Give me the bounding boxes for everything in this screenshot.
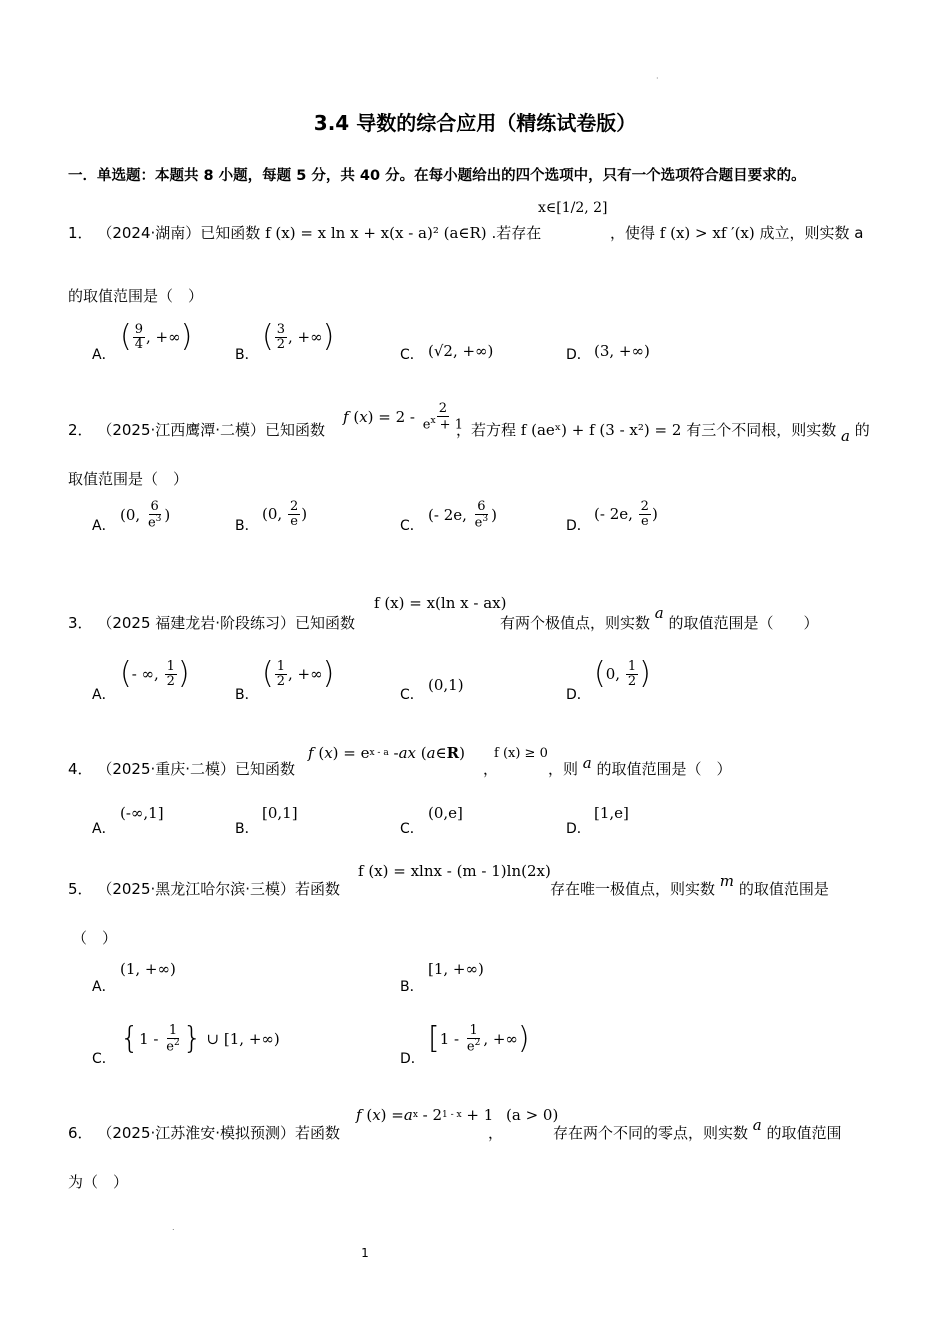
q1-line1 [68,222,541,243]
q2-number: 2． [68,421,93,439]
q3-number: 3． [68,614,93,632]
q5-var: m [719,872,735,890]
q3-option-a-label: A． [92,687,116,703]
q2-tail: 有三个不同根，则实数 [686,421,837,439]
q4-option-a-label: A． [92,821,116,837]
q2-option-d-value: (- 2e, $\frac{2}{e}$ ) [594,499,658,529]
scan-dot-2: . [172,1223,175,1232]
q6-line1 [68,1122,340,1143]
q5-source: （2025·黑龙江哈尔滨·三模）若函数 [97,880,341,898]
q6-line1-tail [553,1116,842,1143]
q2-var: a [840,427,850,445]
q3-tail: 有两个极值点，则实数 [500,614,651,632]
q6-line2: 为（ ） [68,1173,129,1191]
q4-source: （2025·重庆·二模）已知函数 [97,760,296,778]
q4-number: 4． [68,760,93,778]
q1-option-b-value: ( $\frac{3}{2}$ , +∞ ) [262,319,335,354]
q2-line1 [68,419,325,440]
q2-tail2: 的 [854,421,870,439]
q5-tail: 存在唯一极值点，则实数 [550,880,716,898]
q2-option-c-label: C． [400,518,424,534]
q1-option-a-value: ( $\frac{9}{4}$ , +∞ ) [120,319,193,354]
q2-function: f ( x ) = 2 - $\frac{2}{e^x + 1}$ [343,401,463,432]
q1-option-c-value: (√2, +∞) [428,342,494,360]
q5-tail2: 的取值范围是 [738,880,829,898]
q6-source: （2025·江苏淮安·模拟预测）若函数 [97,1124,341,1142]
scan-dot: · [656,74,659,83]
q2-option-b-value: (0, $\frac{2}{e}$ ) [262,499,308,529]
q4-var: a [582,754,592,772]
section-heading: 一．单选题：本题共 8 小题，每题 5 分，共 40 分。在每小题给出的四个选项中，只有一个选项符合题目要求的。 [68,168,806,184]
q3-option-d-value: ( 0, $\frac{1}{2}$ ) [594,656,651,691]
q1-mid2: ，使得 [610,224,656,242]
q1-source: （2024·湖南）已知函数 [97,224,261,242]
q5-option-d-label: D． [400,1051,425,1067]
q4-line1-tail [548,754,732,779]
q5-function: f (x) = xlnx - (m - 1)ln(2x) [358,862,551,880]
q3-option-c-label: C． [400,687,424,703]
q4-option-d-value: [1,e] [594,804,629,822]
q2-option-a-value: (0, $\frac{6}{e^3}$ ) [120,499,171,530]
q6-condition: (a > 0) [506,1106,559,1124]
q2-option-d-label: D． [566,518,591,534]
q2-line2: 取值范围是（ ） [68,470,189,488]
q6-tail: 存在两个不同的零点，则实数 [553,1124,749,1142]
q3-var: a [654,604,664,622]
q2-equation: f (aeˣ) + f (3 - x²) = 2 [520,421,682,439]
q4-line1 [68,758,295,779]
q3-option-d-label: D． [566,687,591,703]
q2-option-b-label: B． [235,518,259,534]
q4-option-a-value: (-∞,1] [120,804,164,822]
q5-number: 5． [68,880,93,898]
q4-tail2: 的取值范围是（ ） [596,760,732,778]
q6-function: f ( x ) = a x - 2 1 - x + 1 [356,1106,494,1124]
q5-line1-tail [550,872,829,899]
q1-condition: x∈[1/2, 2] [538,200,608,216]
q1-line2: 的取值范围是（ ） [68,287,204,305]
q1-function: f (x) = x ln x + x(x - a)² (a∈R) [265,224,487,242]
q3-option-c-value: (0,1) [428,676,464,694]
q6-var: a [752,1116,762,1134]
q5-option-c-label: C． [92,1051,116,1067]
q1-line1-tail [610,222,863,243]
q6-number: 6． [68,1124,93,1142]
q5-option-d-value: [ 1 - $\frac{1}{e^2}$ , +∞ ) [428,1021,530,1056]
page-title: 3.4 导数的综合应用（精练试卷版） [313,111,637,135]
q3-line1-tail [500,604,819,633]
page-number: 1 [361,1246,369,1260]
q3-option-b-label: B． [235,687,259,703]
q4-option-b-label: B． [235,821,259,837]
q1-mid: .若存在 [491,224,542,242]
q5-option-b-label: B． [400,979,424,995]
q3-tail2: 的取值范围是（ ） [668,614,819,632]
q2-option-c-value: (- 2e, $\frac{6}{e^3}$ ) [428,499,497,530]
q3-function: f (x) = x(ln x - ax) [374,594,507,612]
q5-line2: （ ） [72,929,118,947]
q1-tail: 成立，则实数 a [759,224,864,242]
q3-option-b-value: ( $\frac{1}{2}$ , +∞ ) [262,656,335,691]
q1-option-d-label: D． [566,347,591,363]
q6-mid: ， [488,1124,504,1142]
q4-function: f ( x ) = e x - a - ax ( a ∈ R ) [308,744,465,762]
q4-option-d-label: D． [566,821,591,837]
q4-condition: f (x) ≥ 0 [494,746,548,761]
q4-mid: ， [483,760,499,778]
q5-option-a-label: A． [92,979,116,995]
q2-option-a-label: A． [92,518,116,534]
q4-option-b-value: [0,1] [262,804,298,822]
q3-line1 [68,612,355,633]
q1-number: 1． [68,224,93,242]
q5-option-a-value: (1, +∞) [120,960,176,978]
q5-option-c-value: { 1 - $\frac{1}{e^2}$ } ∪ [1, +∞) [120,1021,280,1056]
q3-source: （2025 福建龙岩·阶段练习）已知函数 [97,614,356,632]
q4-option-c-value: (0,e] [428,804,463,822]
q4-option-c-label: C． [400,821,424,837]
q1-inequality: f (x) > xf ′(x) [659,224,755,242]
q2-mid: ，若方程 [456,421,517,439]
q1-option-d-value: (3, +∞) [594,342,650,360]
q2-source: （2025·江西鹰潭·二模）已知函数 [97,421,326,439]
q2-line1-tail [456,419,870,445]
q1-option-b-label: B． [235,347,259,363]
q1-option-a-label: A． [92,347,116,363]
q4-tail: ，则 [548,760,579,778]
q6-tail2: 的取值范围 [766,1124,842,1142]
q5-line1 [68,878,340,899]
q1-option-c-label: C． [400,347,424,363]
q3-option-a-value: ( - ∞, $\frac{1}{2}$ ) [120,656,190,691]
q5-option-b-value: [1, +∞) [428,960,484,978]
